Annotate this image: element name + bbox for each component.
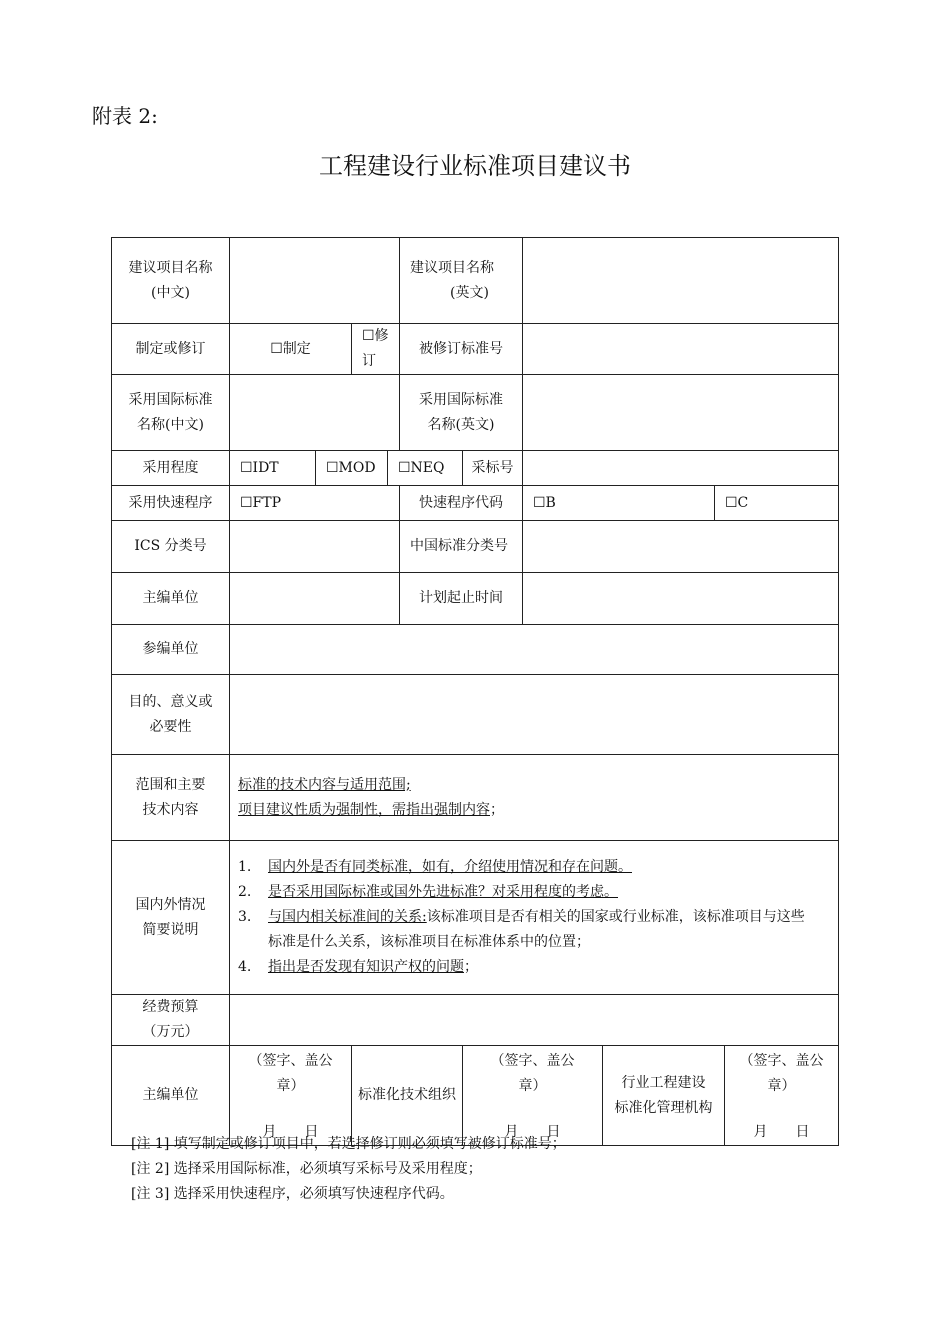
revise-checkbox[interactable]: ☐修订 (352, 324, 400, 375)
page-title: 工程建设行业标准项目建议书 (319, 152, 631, 180)
situation-item-4: 4. 指出是否发现有知识产权的问题； (238, 959, 478, 975)
sign-chief-seal[interactable]: （签字、盖公 章） 月 日 (230, 1046, 352, 1146)
note-2: [注 2] 选择采用国际标准，必须填写采标号及采用程度； (131, 1161, 482, 1177)
ccs-field[interactable] (523, 521, 839, 573)
budget-field[interactable] (230, 995, 839, 1046)
intl-std-en-field[interactable] (523, 375, 839, 451)
code-b-checkbox[interactable]: ☐B (523, 486, 715, 521)
proposal-form-table (111, 237, 839, 1146)
note-3: [注 3] 选择采用快速程序，必须填写快速程序代码。 (131, 1186, 454, 1202)
sign-admin-date: 月 日 (753, 1123, 810, 1140)
code-c-checkbox[interactable]: ☐C (715, 486, 839, 521)
situation-item-2: 2. 是否采用国际标准或国外先进标准？对采用程度的考虑。 (238, 884, 618, 900)
scope-line-2: 项目建议性质为强制性，需指出强制内容； (238, 801, 504, 818)
intl-std-cn-field[interactable] (230, 375, 400, 451)
name-cn-field[interactable] (230, 238, 400, 324)
fast-track-label: 采用快速程序 (112, 486, 230, 521)
ftp-checkbox[interactable]: ☐FTP (230, 486, 400, 521)
participating-unit-label: 参编单位 (112, 625, 230, 675)
footnotes (131, 1132, 566, 1207)
scope-label: 范围和主要 技术内容 (112, 755, 230, 841)
ccs-label: 中国标准分类号 (400, 521, 523, 573)
mod-checkbox[interactable]: ☐MOD (316, 451, 388, 486)
make-checkbox[interactable]: ☐制定 (230, 324, 352, 375)
situation-item-1: 1. 国内外是否有同类标准，如有，介绍使用情况和存在问题。 (238, 859, 632, 875)
sign-chief-label: 主编单位 (112, 1046, 230, 1146)
sign-tech-org-label: 标准化技术组织 (352, 1046, 463, 1146)
sign-tech-org-seal[interactable]: （签字、盖公 章） 月 日 (463, 1046, 603, 1146)
name-en-label: 建议项目名称 (英文) (400, 238, 523, 324)
name-cn-label: 建议项目名称 (中文) (112, 238, 230, 324)
purpose-field[interactable] (230, 675, 839, 755)
adopted-std-no-field[interactable] (523, 451, 839, 486)
ics-field[interactable] (230, 521, 400, 573)
adopted-std-no-label: 采标号 (463, 451, 523, 486)
chief-unit-field[interactable] (230, 573, 400, 625)
note-1: [注 1] 填写制定或修订项目中，若选择修订则必须填写被修订标准号； (131, 1136, 566, 1152)
plan-time-label: 计划起止时间 (400, 573, 523, 625)
situation-label: 国内外情况 简要说明 (112, 841, 230, 995)
situation-item-3: 3. 与国内相关标准间的关系:该标准项目是否有相关的国家或行业标准，该标准项目与这些 标准是什么关系，该标准项目在标准体系中的位置； (238, 909, 805, 950)
plan-time-field[interactable] (523, 573, 839, 625)
sign-admin-label: 行业工程建设 标准化管理机构 (603, 1046, 725, 1146)
intl-std-cn-label: 采用国际标准 名称(中文) (112, 375, 230, 451)
intl-std-en-label: 采用国际标准 名称(英文) (400, 375, 523, 451)
attachment-label: 附表 2: (92, 104, 158, 128)
ics-label: ICS 分类号 (112, 521, 230, 573)
purpose-label: 目的、意义或 必要性 (112, 675, 230, 755)
scope-line-1: 标准的技术内容与适用范围; (238, 776, 411, 793)
name-en-field[interactable] (523, 238, 839, 324)
situation-field[interactable] (230, 841, 839, 995)
revised-std-no-field[interactable] (523, 324, 839, 375)
revised-std-no-label: 被修订标准号 (400, 324, 523, 375)
make-or-revise-label: 制定或修订 (112, 324, 230, 375)
sign-tech-org-date: 月 日 (504, 1123, 561, 1140)
idt-checkbox[interactable]: ☐IDT (230, 451, 316, 486)
chief-unit-label: 主编单位 (112, 573, 230, 625)
sign-chief-date: 月 日 (262, 1123, 319, 1140)
fast-track-code-label: 快速程序代码 (400, 486, 523, 521)
scope-field[interactable] (230, 755, 839, 841)
budget-label: 经费预算 （万元） (112, 995, 230, 1046)
adoption-degree-label: 采用程度 (112, 451, 230, 486)
participating-unit-field[interactable] (230, 625, 839, 675)
neq-checkbox[interactable]: ☐NEQ (388, 451, 463, 486)
sign-admin-seal[interactable]: （签字、盖公 章） 月 日 (725, 1046, 839, 1146)
